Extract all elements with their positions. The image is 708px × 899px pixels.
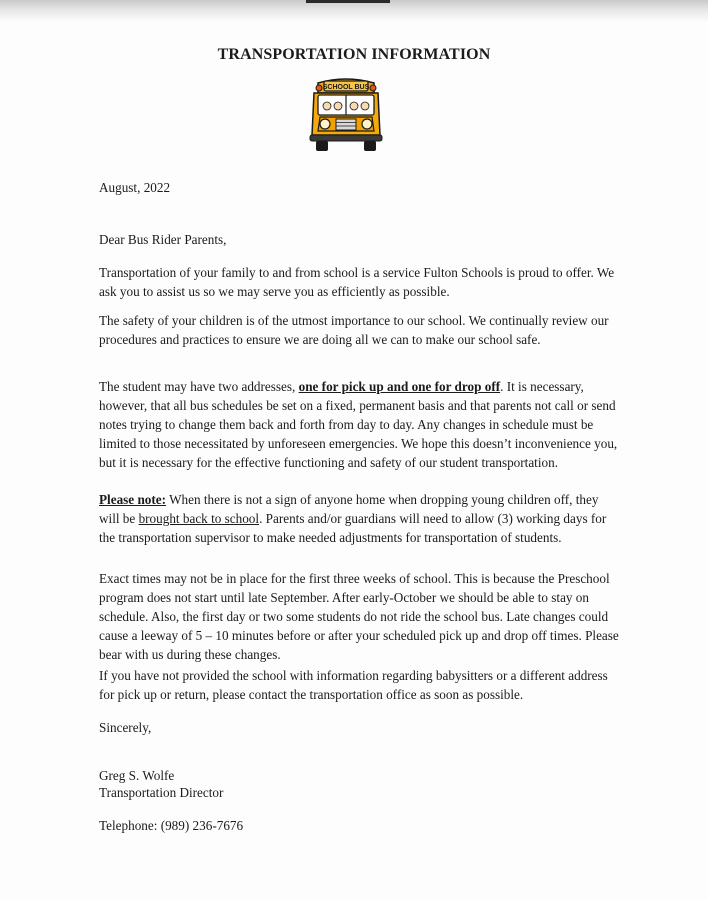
salutation: Dear Bus Rider Parents, — [99, 232, 227, 247]
paragraph-3-text-start: The student may have two addresses, — [99, 379, 299, 394]
paragraph-3-text-end: . It is necessary, however, that all bus schedules be set on a fixed, permanent basis and that parents not call or send notes trying to change them back and forth from day to day. Any changes in schedule must be limited to those necessitated by unforeseen emergencies. We hope this doesn’t inconvenience you, but it is necessary for the effective functioning and safety of our student transportation. — [99, 379, 618, 470]
brought-back-emphasis: brought back to school — [138, 511, 260, 526]
school-bus-icon — [304, 73, 388, 157]
top-edge-shadow — [0, 0, 708, 22]
paragraph-3 — [99, 377, 619, 472]
paragraph-1: Transportation of your family to and from school is a service Fulton Schools is proud to offer. We ask you to assist us so we may serve you as efficiently as possible. — [99, 265, 615, 299]
paragraph-4 — [99, 490, 619, 547]
paragraph-6: If you have not provided the school with information regarding babysitters or a different address for pick up or return, please contact the transportation office as soon as possible. — [99, 668, 608, 702]
letter-date: August, 2022 — [99, 180, 171, 195]
please-note-label: Please note: — [99, 492, 167, 507]
paragraph-5: Exact times may not be in place for the first three weeks of school. This is because the Preschool program does not start until late September. After early-October we should be able to stay on schedule. Also, the first day or two some students do not ride the school bus. Late changes could cause a leeway of 5 – 10 minutes before or after your scheduled pick up and drop off times. Please bear with us during these changes. — [99, 571, 619, 662]
paragraph-4-text-start: When there is not a sign of anyone home when dropping young children off, they will be — [99, 492, 599, 526]
letter-title: TRANSPORTATION INFORMATION — [217, 46, 491, 63]
paragraph-4-text-end: . Parents and/or guardians will need to allow (3) working days for the transportation supervisor to make needed adjustments for transportation of students. — [99, 511, 607, 545]
top-edge-bar — [306, 0, 390, 3]
signer-name: Greg S. Wolfe — [99, 768, 175, 783]
pickup-dropoff-emphasis: one for pick up and one for drop off — [298, 379, 501, 394]
signer-title: Transportation Director — [99, 785, 224, 800]
paragraph-2: The safety of your children is of the utmost importance to our school. We continually review our procedures and practices to ensure we are doing all we can to make our school safe. — [99, 313, 609, 347]
closing: Sincerely, — [99, 720, 152, 735]
telephone: Telephone: (989) 236-7676 — [99, 818, 244, 833]
bus-sign-text: SCHOOL BUS — [322, 84, 370, 91]
